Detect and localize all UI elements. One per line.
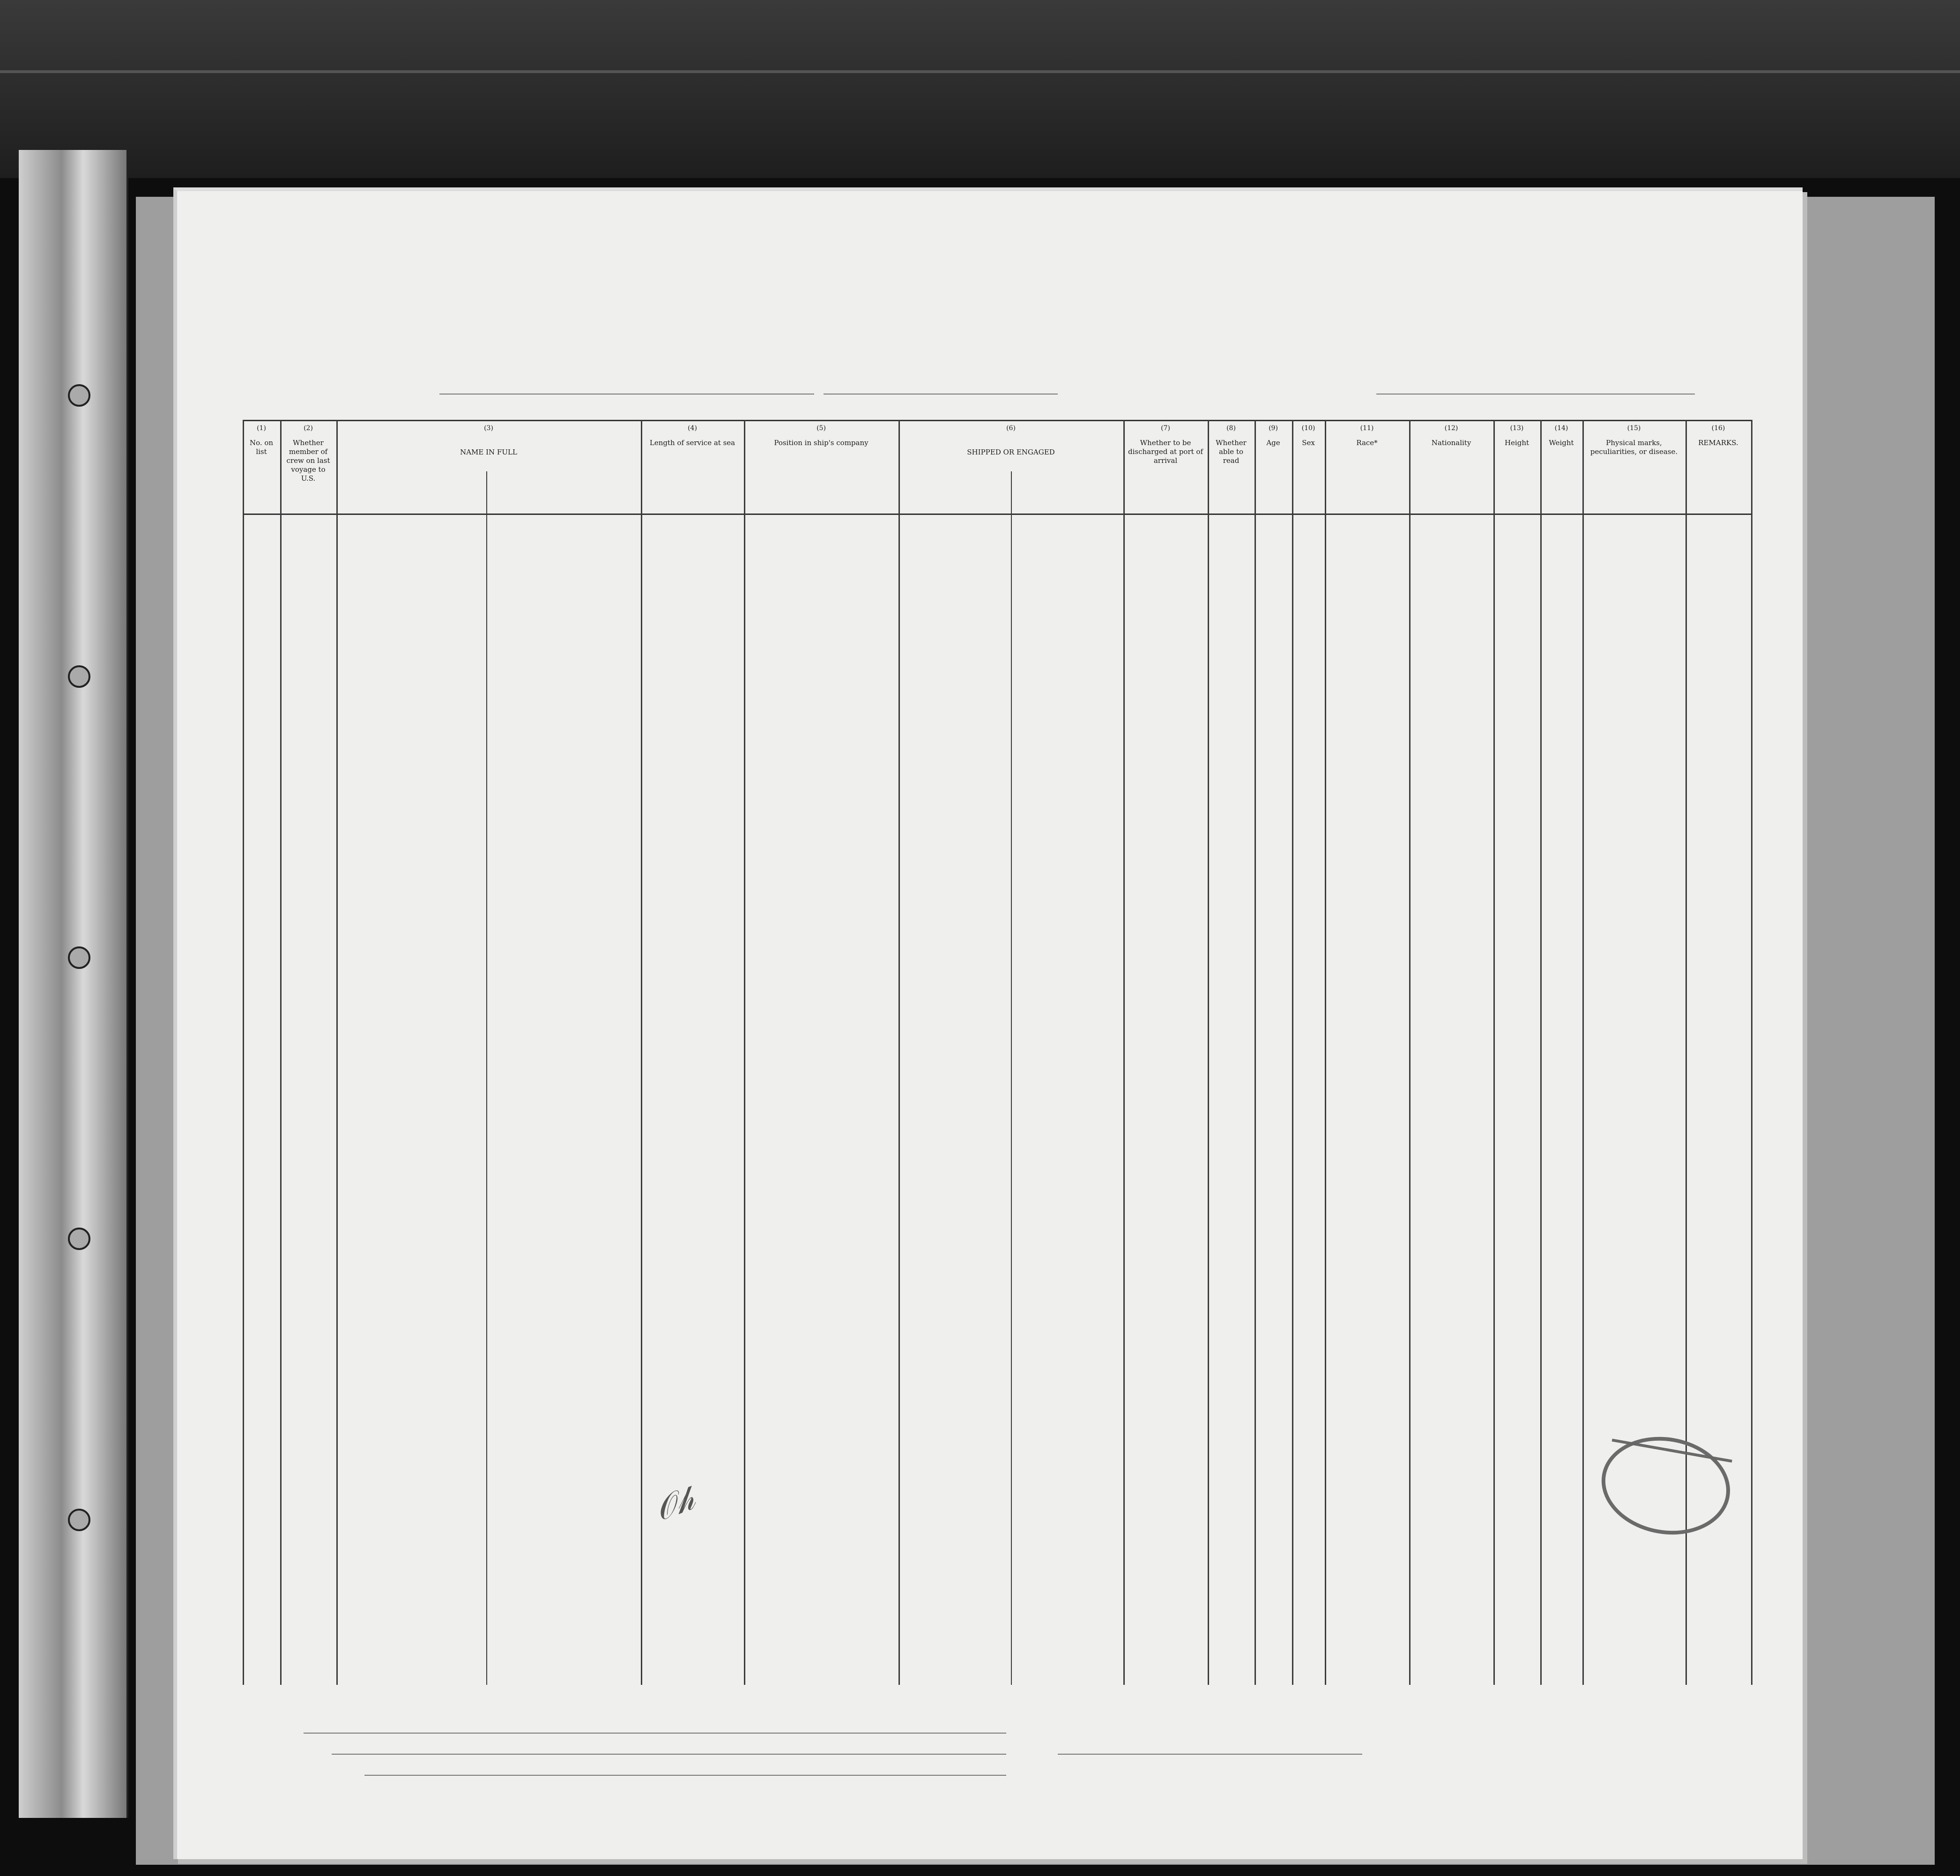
column-header: SHIPPED OR ENGAGED [967,448,1055,456]
column-header: Whether member of crew on last voyage to U.S. [286,439,330,483]
column-rule [1123,420,1125,1685]
column-number: (12) [1444,424,1458,432]
column-header: NAME IN FULL [460,448,517,456]
column-rule [280,420,282,1685]
crew-table [243,420,1751,1685]
binder-spine [19,150,128,1818]
shipped-split-rule [1011,471,1012,1685]
column-number: (14) [1554,424,1568,432]
column-number: (2) [304,424,313,432]
binder-hole [68,384,90,407]
column-number: (10) [1301,424,1315,432]
header-bottom-rule [243,514,1751,515]
column-number: (16) [1711,424,1725,432]
footer-rule [304,1733,1006,1734]
binder-hole [68,665,90,688]
column-number: (1) [257,424,266,432]
manifest-page [173,187,1803,1859]
column-header: Nationality [1431,439,1471,447]
underline [439,394,814,395]
column-rule [1325,420,1326,1685]
footer-rule [364,1775,1006,1776]
column-header: Physical marks, peculiarities, or disease. [1590,439,1678,456]
column-number: (4) [688,424,697,432]
binder-hole [68,1509,90,1531]
column-number: (6) [1006,424,1016,432]
column-rule [1540,420,1542,1685]
column-header: Whether to be discharged at port of arrival [1128,439,1203,465]
column-number: (7) [1161,424,1170,432]
name-split-rule [486,471,487,1685]
binder-hole [68,1228,90,1250]
column-rule [1208,420,1209,1685]
column-header: REMARKS. [1698,439,1738,447]
column-rule [744,420,745,1685]
underline [824,394,1058,395]
underline [1376,394,1695,395]
inspector-rule [1058,1754,1362,1755]
column-rule [243,420,244,1685]
column-number: (9) [1269,424,1278,432]
column-header: No. on list [249,439,274,456]
footer-rule [332,1754,1006,1755]
column-rule [1493,420,1495,1685]
column-rule [1582,420,1584,1685]
column-number: (8) [1226,424,1236,432]
column-rule [1751,420,1752,1685]
column-rule [1292,420,1293,1685]
column-rule [1255,420,1256,1685]
column-number: (3) [484,424,493,432]
column-header: Age [1266,439,1280,447]
column-rule [641,420,642,1685]
vessel-info-row [177,373,1803,401]
column-header: Length of service at sea [649,439,735,447]
column-header: Weight [1549,439,1574,447]
column-number: (11) [1360,424,1374,432]
column-number: (15) [1627,424,1641,432]
column-rule [1409,420,1411,1685]
column-header: Sex [1302,439,1315,447]
table-top-rule [243,420,1751,421]
column-header: Race* [1356,439,1378,447]
column-header: Position in ship's company [774,439,869,447]
column-header: Whether able to read [1216,439,1247,465]
column-rule [898,420,900,1685]
binder-hole [68,946,90,969]
column-rule [336,420,338,1685]
scan-background-top [0,0,1960,178]
column-number: (5) [817,424,826,432]
column-number: (13) [1510,424,1524,432]
signature: 𝒪𝒽 [649,1479,700,1528]
column-header: Height [1504,439,1529,447]
